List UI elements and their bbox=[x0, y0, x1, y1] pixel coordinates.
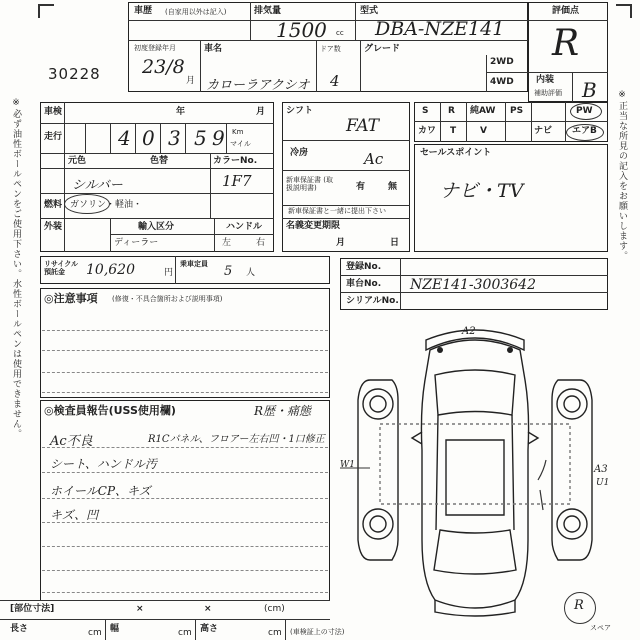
first-reg-label: 初度登録年月 bbox=[134, 44, 176, 52]
displacement-label: 排気量 bbox=[254, 6, 282, 16]
inspector-line: キズ、凹 bbox=[50, 508, 99, 522]
sales-point-label: セールスポイント bbox=[420, 148, 492, 158]
grade-value: R bbox=[552, 23, 580, 64]
model-value: DBA-NZE141 bbox=[375, 18, 505, 40]
mileage-digit: 9 bbox=[212, 126, 225, 150]
chassis-value: NZE141-3003642 bbox=[410, 277, 536, 293]
genkaku-label: 外装 bbox=[44, 222, 63, 232]
equip-circle-icon bbox=[566, 124, 604, 141]
import-label: 輸入区分 bbox=[138, 222, 175, 232]
color-label: 色替 bbox=[150, 156, 169, 166]
drive-2wd: 2WD bbox=[490, 57, 514, 67]
equip-r: R bbox=[448, 106, 455, 116]
cc-unit: cc bbox=[336, 29, 344, 37]
serial-label: シリアルNo. bbox=[346, 296, 399, 306]
handle-left: 左 bbox=[222, 238, 232, 248]
height-label: 高さ bbox=[200, 624, 219, 634]
equip-leather: カワ bbox=[418, 126, 437, 136]
equip-v: V bbox=[480, 126, 487, 136]
sales-point-value: ナビ・TV bbox=[440, 180, 524, 202]
equip-t: T bbox=[450, 126, 457, 136]
shift-value: FAT bbox=[346, 116, 380, 136]
name-change-label: 名義変更期限 bbox=[286, 221, 341, 231]
left-vertical-note: ※必ず油性ボールペンをご使用下さい。水性ボールペンは使用できません。 bbox=[11, 98, 21, 439]
shaken-year-label: 年 bbox=[176, 107, 186, 117]
equip-ps: PS bbox=[510, 106, 524, 116]
shaken-month-label: 月 bbox=[256, 107, 266, 117]
color-code-label: カラーNo. bbox=[213, 156, 258, 166]
mileage-label: 走行 bbox=[44, 132, 63, 142]
doors-value: 4 bbox=[330, 72, 340, 90]
equip-navi: ナビ bbox=[534, 126, 553, 136]
caution-title: ◎注意事項 bbox=[44, 292, 98, 305]
inspector-line: シート、ハンドル汚 bbox=[50, 457, 157, 471]
first-reg-unit: 月 bbox=[186, 76, 196, 86]
ac-value: Ac bbox=[364, 150, 384, 168]
mileage-digit: 5 bbox=[194, 126, 207, 150]
ac-label: 冷房 bbox=[290, 148, 309, 158]
fuel-value: ガソリン・軽油・ bbox=[70, 200, 143, 210]
inspector-line: Ac不良 bbox=[50, 434, 93, 449]
right-vertical-note: ※正当な所見の記入をお願いします。 bbox=[617, 90, 627, 261]
mileage-digit: 0 bbox=[142, 126, 155, 150]
capacity-label: 乗車定員 bbox=[180, 260, 208, 268]
grade-label: 評価点 bbox=[552, 6, 580, 16]
damage-times-1: × bbox=[136, 604, 144, 614]
km-unit: Km bbox=[232, 128, 244, 136]
label-a2: A2 bbox=[462, 326, 476, 337]
registration-label: 車歴 bbox=[134, 6, 153, 16]
equip-aw: 純AW bbox=[470, 106, 496, 116]
equip-s: S bbox=[422, 106, 429, 116]
handle-label: ハンドル bbox=[226, 222, 263, 232]
mileage-digit: 3 bbox=[168, 126, 181, 150]
displacement-value: 1500 bbox=[276, 18, 327, 42]
label-w1: W1 bbox=[340, 460, 355, 470]
vehicle-inspect-note: (車検証上の寸法) bbox=[290, 628, 345, 636]
mileage-digit: 4 bbox=[118, 126, 131, 150]
car-name-label: 車名 bbox=[204, 44, 223, 54]
car-diagram bbox=[340, 320, 610, 620]
inspector-line: R1Cパネル、フロアー左右凹・1口修正 bbox=[148, 434, 325, 445]
color-orig-label: 元色 bbox=[68, 156, 87, 166]
spare-stamp-letter: R bbox=[574, 598, 584, 613]
model-label: 型式 bbox=[360, 6, 379, 16]
first-reg-value: 23/8 bbox=[142, 56, 185, 78]
shift-label: シフト bbox=[286, 106, 314, 116]
registration-note: (自家用以外は記入) bbox=[165, 8, 227, 16]
trim-label: グレード bbox=[364, 44, 401, 54]
color-value: シルバー bbox=[72, 178, 123, 193]
manual-label: 新車保証書 (取扱説明書) bbox=[286, 176, 333, 192]
import-value: ディーラー bbox=[114, 238, 159, 248]
label-a3: A3 bbox=[594, 464, 608, 475]
label-u1: U1 bbox=[596, 478, 610, 488]
interior-sub-label: 補助評価 bbox=[534, 89, 562, 97]
name-change-month: 月 bbox=[336, 238, 346, 248]
manual-note: 新車保証書と一緒に提出下さい bbox=[288, 207, 386, 215]
width-label: 幅 bbox=[110, 624, 120, 634]
fuel-circle-icon bbox=[64, 194, 110, 214]
lot-number: 30228 bbox=[48, 65, 101, 83]
chassis-label: 車台No. bbox=[346, 279, 382, 289]
inspector-extra: R歴・痛態 bbox=[254, 404, 312, 418]
doors-label: ドア数 bbox=[320, 45, 341, 53]
shaken-label: 車検 bbox=[44, 107, 63, 117]
name-change-day: 日 bbox=[390, 238, 400, 248]
interior-grade: B bbox=[582, 78, 597, 102]
recycle-label: リサイクル預託金 bbox=[44, 260, 79, 276]
mile-unit: マイル bbox=[230, 140, 251, 148]
equip-airbag: エアB bbox=[572, 126, 597, 136]
length-label: 長さ bbox=[10, 624, 29, 634]
inspector-line: ホイールCP、キズ bbox=[50, 484, 151, 498]
interior-label: 内装 bbox=[536, 75, 555, 85]
damage-times-2: × bbox=[204, 604, 212, 614]
fuel-label: 燃料 bbox=[44, 200, 63, 210]
recycle-value: 10,620 bbox=[86, 262, 135, 278]
damage-unit: (cm) bbox=[264, 604, 285, 614]
length-unit: cm bbox=[88, 628, 102, 638]
reg-no-label: 登録No. bbox=[346, 262, 382, 272]
color-code-value: 1F7 bbox=[222, 172, 252, 190]
caution-subtitle: (修復・不具合箇所および説明事項) bbox=[112, 295, 223, 303]
corner-mark-icon bbox=[38, 4, 54, 18]
capacity-unit: 人 bbox=[246, 268, 256, 278]
equip-circle-icon bbox=[570, 103, 602, 120]
recycle-unit: 円 bbox=[164, 268, 174, 278]
height-unit: cm bbox=[268, 628, 282, 638]
corner-mark-icon bbox=[616, 4, 632, 18]
damage-label: [部位寸法] bbox=[10, 604, 55, 614]
capacity-value: 5 bbox=[224, 264, 233, 279]
width-unit: cm bbox=[178, 628, 192, 638]
car-name-value: カローラアクシオ bbox=[206, 78, 310, 93]
manual-no: 無 bbox=[388, 182, 398, 192]
manual-yes: 有 bbox=[356, 182, 366, 192]
equip-pw: PW bbox=[576, 106, 593, 116]
inspector-title: ◎検査員報告(USS使用欄) bbox=[44, 404, 176, 417]
drive-4wd: 4WD bbox=[490, 77, 514, 87]
spare-stamp-caption: スペア bbox=[590, 624, 611, 632]
handle-right: 右 bbox=[256, 238, 266, 248]
